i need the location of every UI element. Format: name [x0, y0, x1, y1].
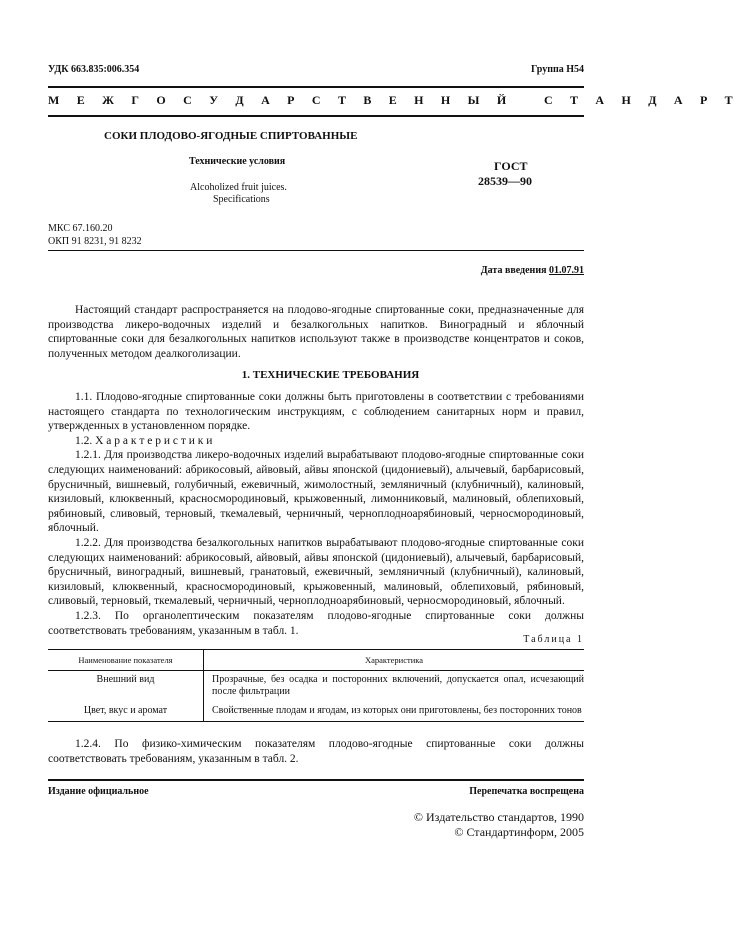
copyright-standartinform: © Стандартинформ, 2005 [454, 825, 584, 839]
official-edition: Издание официальное [48, 786, 149, 797]
top-rule [48, 86, 584, 88]
clause-1-2-3: 1.2.3. По органолептическим показателям плодово-ягодные спиртованные соки должны соответствовать требованиям, указанным в табл. 1. [48, 609, 584, 637]
banner-rule [48, 115, 584, 117]
table-cell-indicator: Цвет, вкус и аромат [48, 702, 204, 722]
okp-code: ОКП 91 8231, 91 8232 [48, 236, 142, 247]
table-header-row [48, 650, 584, 671]
udk-code: УДК 663.835:006.354 [48, 64, 140, 75]
table-header-characteristic: Характеристика [204, 650, 585, 671]
gost-number: 28539—90 [478, 174, 532, 188]
clause-1-2-4: 1.2.4. По физико-химическим показателям плодово-ягодные спиртованные соки должны соответствовать требованиям, указанным в табл. 2. [48, 738, 584, 765]
group-code: Группа Н54 [531, 64, 584, 75]
english-title-line2: Specifications [213, 194, 270, 205]
table-cell-indicator: Внешний вид [48, 671, 204, 703]
gost-label: ГОСТ [494, 159, 528, 173]
date-label: Дата введения [480, 265, 547, 276]
interstate-standard-banner: М Е Ж Г О С У Д А Р С Т В Е Н Н Ы Й С Т А Н Д А Р Т [48, 93, 740, 107]
intro-text: Настоящий стандарт распространяется на плодово-ягодные спиртованные соки, предназначенные для производства ликеро-водочных изделий и безалкогольных напитков. Виноградный и яблочный спиртованные соки для безалкогольных напитков используют также в производстве концентратов и соков, полученных методом деалкоголизации. [48, 304, 584, 360]
clause-1-2: 1.2. Х а р а к т е р и с т и к и [75, 434, 213, 447]
clause-1-2-4-block [48, 737, 584, 766]
document-subtitle: Технические условия [189, 156, 286, 167]
date-value: 01.07.91 [549, 265, 584, 276]
section-heading: 1. ТЕХНИЧЕСКИЕ ТРЕБОВАНИЯ [241, 369, 420, 381]
table-caption: Таблица 1 [523, 634, 584, 645]
english-title-line1: Alcoholized fruit juices. [190, 182, 287, 193]
requirements-body [48, 390, 584, 638]
reprint-prohibited: Перепечатка воспрещена [469, 786, 584, 797]
title-rule [48, 250, 584, 251]
clause-1-2-1: 1.2.1. Для производства ликеро-водочных изделий вырабатывают плодово-ягодные спиртованные соки следующих наименований: абрикосовый, айвовый, айвы японской (цидониевый), алычевый, барбарисовый, брусничный, вишневый, голубичный, ежевичный, жимолостный, земляничный (клубничный), калиновый, кизиловый, клюквенный, красносмородиновый, крыжовенный, лимонниковый, малиновый, облепиховый, рябиновый, сливовый, терновый, ткемалевый, черничный, черноплодноарябиновый, черносмородиновый, яблочный. [48, 449, 584, 535]
table-row [48, 702, 584, 722]
mks-code: МКС 67.160.20 [48, 223, 113, 234]
table-cell-characteristic: Прозрачные, без осадка и посторонних включений, допускается опал, исчезающий после фильтрации [212, 674, 584, 697]
intro-paragraph [48, 303, 584, 361]
table-1 [48, 649, 584, 722]
table-header-indicator: Наименование показателя [48, 650, 204, 671]
document-title: СОКИ ПЛОДОВО-ЯГОДНЫЕ СПИРТОВАННЫЕ [104, 130, 358, 142]
clause-1-1: 1.1. Плодово-ягодные спиртованные соки должны быть приготовлены в соответствии с требованиями настоящего стандарта по технологическим инструкциям, с соблюдением санитарных норм и правил, утвержденных в установленном порядке. [48, 391, 584, 433]
table-cell-characteristic: Свойственные плодам и ягодам, из которых они приготовлены, без посторонних тонов [204, 702, 585, 722]
copyright-publisher: © Издательство стандартов, 1990 [413, 810, 584, 824]
introduction-date [481, 264, 584, 277]
footer-rule [48, 779, 584, 781]
clause-1-2-2: 1.2.2. Для производства безалкогольных напитков вырабатывают плодово-ягодные спиртованные соки следующих наименований: абрикосовый, айвовый, айвы японской (цидониевый), алычевый, барбарисовый, брусничный, виноградный, вишневый, гранатовый, ежевичный, земляничный (клубничный), калиновый, кизиловый, клюквенный, красносмородиновый, крыжовенный, малиновый, облепиховый, рябиновый, сливовый, терновый, ткемалевый, черничный, черноплодноарябиновый, черносмородиновый, яблочный. [48, 536, 584, 608]
table-row [48, 671, 584, 703]
